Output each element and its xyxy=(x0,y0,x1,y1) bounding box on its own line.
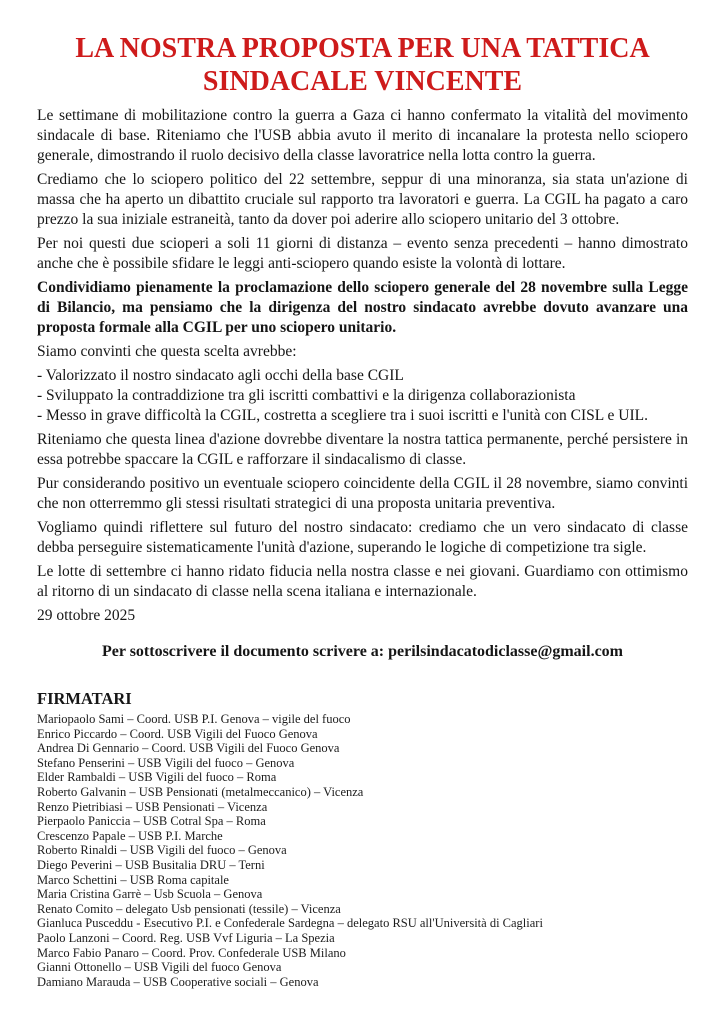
signatory-row: Renzo Pietribiasi – USB Pensionati – Vicenza xyxy=(37,799,268,814)
signatory-row: Marco Schettini – USB Roma capitale xyxy=(37,872,229,887)
bullet-list xyxy=(37,366,688,426)
subscribe-line: Per sottoscrivere il documento scrivere a: perilsindacatodiclasse@gmail.com xyxy=(102,643,623,660)
signatory-row: Pierpaolo Paniccia – USB Cotral Spa – Roma xyxy=(37,814,266,829)
signatory-row: Stefano Penserini – USB Vigili del fuoco – Genova xyxy=(37,755,295,770)
signatory-row: Renato Comito – delegato Usb pensionati (tessile) – Vicenza xyxy=(37,901,341,916)
signatory-row: Gianni Ottonello – USB Vigili del fuoco Genova xyxy=(37,960,282,975)
paragraph-lotte-settembre: Le lotte di settembre ci hanno ridato fiducia nella nostra classe e nei giovani. Guardiamo con ottimismo al ritorno di un sindacato di classe nella scena italiana e internazionale. xyxy=(37,563,688,600)
document-title: LA NOSTRA PROPOSTA PER UNA TATTICA SINDACALE VINCENTE xyxy=(75,33,650,97)
date-line: 29 ottobre 2025 xyxy=(37,607,136,624)
paragraph-sciopero-22-settembre: Crediamo che lo sciopero politico del 22 settembre, seppur di una minoranza, sia stata un'azione di massa che ha aperto un dibattito cruciale sul rapporto tra lavoratori e guerra. La CGIL ha pagato a caro prezzo la sua iniziale estraneità, tanto da dover poi aderire allo sciopero unitario del 3 ottobre. xyxy=(37,171,688,228)
signatory-row: Diego Peverini – USB Busitalia DRU – Terni xyxy=(37,857,265,872)
signatory-row: Marco Fabio Panaro – Coord. Prov. Confederale USB Milano xyxy=(37,945,346,960)
bullet-line-sviluppato: - Sviluppato la contraddizione tra gli iscritti combattivi e la dirigenza collaborazionista xyxy=(37,387,576,404)
paragraph-futuro-sindacato: Vogliamo quindi riflettere sul futuro del nostro sindacato: crediamo che un vero sindacato di classe debba perseguire sistematicamente l'unità d'azione, superando le logiche di competizione tra sigle. xyxy=(37,519,688,556)
paragraph-tattica-permanente: Riteniamo che questa linea d'azione dovrebbe diventare la nostra tattica permanente, perché persistere in essa potrebbe spaccare la CGIL e rafforzare il sindacalismo di classe. xyxy=(37,431,688,468)
paragraph-intro-gaza: Le settimane di mobilitazione contro la guerra a Gaza ci hanno confermato la vitalità del movimento sindacale di base. Riteniamo che l'USB abbia avuto il merito di incanalare la protesta nello sciopero generale, dimostrando il ruolo decisivo della classe lavoratrice nella lotta contro la guerra. xyxy=(37,107,688,164)
signatory-row: Roberto Rinaldi – USB Vigili del fuoco – Genova xyxy=(37,843,287,858)
signatory-row: Gianluca Pusceddu - Esecutivo P.I. e Confederale Sardegna – delegato RSU all'Università di Cagliari xyxy=(37,916,543,931)
bullet-line-messo: - Messo in grave difficoltà la CGIL, costretta a scegliere tra i suoi iscritti e l'unità con CISL e UIL. xyxy=(37,407,648,424)
signatories-list xyxy=(37,712,688,989)
signatory-row: Maria Cristina Garrè – Usb Scuola – Genova xyxy=(37,887,263,902)
bullet-line-valorizzato: - Valorizzato il nostro sindacato agli occhi della base CGIL xyxy=(37,367,404,384)
signatory-row: Paolo Lanzoni – Coord. Reg. USB Vvf Liguria – La Spezia xyxy=(37,930,335,945)
signatory-row: Andrea Di Gennario – Coord. USB Vigili del Fuoco Genova xyxy=(37,741,340,756)
signatory-row: Mariopaolo Sami – Coord. USB P.I. Genova – vigile del fuoco xyxy=(37,712,351,726)
signatory-row: Enrico Piccardo – Coord. USB Vigili del Fuoco Genova xyxy=(37,726,318,741)
signatory-row: Roberto Galvanin – USB Pensionati (metalmeccanico) – Vicenza xyxy=(37,784,364,799)
signatory-row: Damiano Marauda – USB Cooperative sociali – Genova xyxy=(37,974,319,989)
signatory-row: Crescenzo Papale – USB P.I. Marche xyxy=(37,828,223,843)
paragraph-proclamazione-bold: Condividiamo pienamente la proclamazione dello sciopero generale del 28 novembre sulla Legge di Bilancio, ma pensiamo che la dirigenza del nostro sindacato avrebbe dovuto avanzare una proposta formale alla CGIL per uno sciopero unitario. xyxy=(37,279,688,336)
signatories-heading: FIRMATARI xyxy=(37,689,132,708)
paragraph-due-scioperi: Per noi questi due scioperi a soli 11 giorni di distanza – evento senza precedenti – hanno dimostrato anche che è possibile sfidare le leggi anti-sciopero quando esiste la volontà di lottare. xyxy=(37,235,688,272)
paragraph-scelta-avrebbe: Siamo convinti che questa scelta avrebbe: xyxy=(37,343,297,360)
paragraph-sciopero-coincidente: Pur considerando positivo un eventuale sciopero coincidente della CGIL il 28 novembre, siamo convinti che non otterremmo gli stessi risultati strategici di una proposta unitaria preventiva. xyxy=(37,475,688,512)
signatory-row: Elder Rambaldi – USB Vigili del fuoco – Roma xyxy=(37,770,277,785)
